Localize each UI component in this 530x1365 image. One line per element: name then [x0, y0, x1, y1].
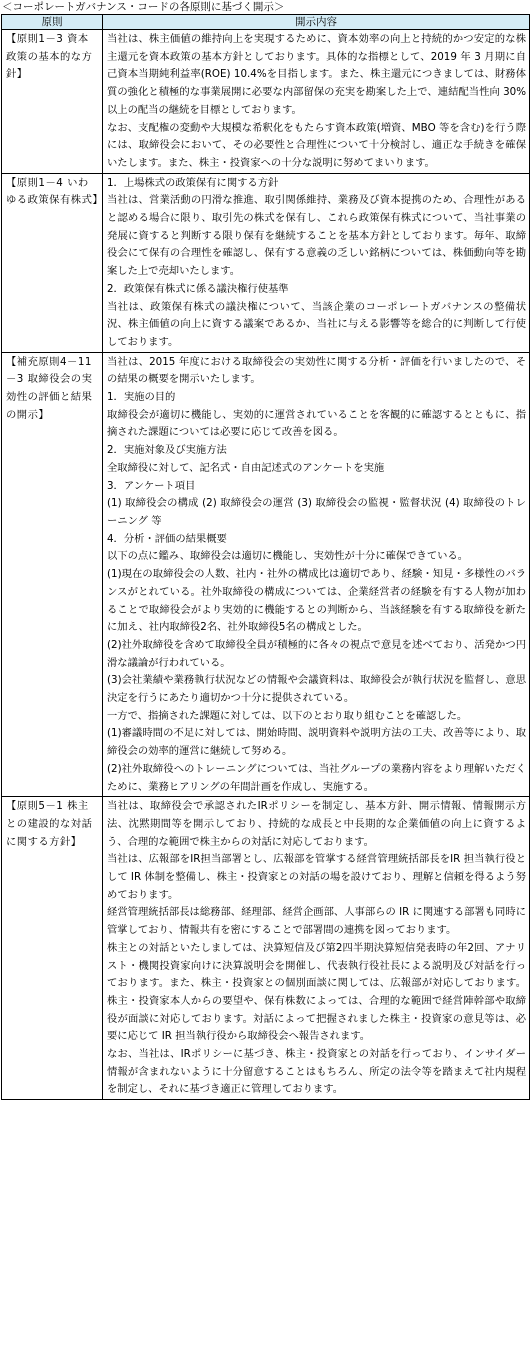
- content-paragraph: 当社は、営業活動の円滑な推進、取引関係維持、業務及び資本提携のため、合理性があると認める場合に限り、取引先の株式を保有し、これら政策保有株式について、当社事業の発展に資すると判断する限り保有を継続することを基本方針としております。毎年、取締役会にて保有の合理性を確認し、保有する意義の乏しい銘柄については、株価動向等を勘案した上で売却いたします。: [107, 194, 526, 278]
- table-row: [2, 173, 530, 352]
- document-caption: ＜コーポレートガバナンス・コードの各原則に基づく開示＞: [2, 1, 285, 13]
- content-cell: [103, 173, 530, 352]
- principle-cell: 【原則1－4 いわゆる政策保有株式】: [2, 173, 103, 352]
- table-row: [2, 30, 530, 174]
- content-paragraph: 当社は、政策保有株式の議決権について、当該企業のコーポレートガバナンスの整備状況、株主価値の向上に資する議案であるか、当社に与える影響等を総合的に判断して行使しております。: [107, 300, 526, 348]
- content-cell: [103, 352, 530, 797]
- header-content: 開示内容: [103, 15, 530, 30]
- content-paragraph: 取締役会が適切に機能し、実効的に運営されていることを客観的に確認するとともに、指摘された課題については必要に応じて改善を図る。: [107, 408, 526, 439]
- content-paragraph: 以下の点に鑑み、取締役会は適切に機能し、実効性が十分に確保できている。: [107, 550, 469, 563]
- content-paragraph: 一方で、指摘された課題に対しては、以下のとおり取り組むことを確認した。: [107, 709, 468, 722]
- content-paragraph: 全取締役に対して、記名式・自由記述式のアンケートを実施: [107, 461, 385, 474]
- content-heading: 2．実施対象及び実施方法: [107, 444, 227, 457]
- table-header-row: [2, 15, 530, 30]
- content-paragraph: 当社は、取締役会で承認されたIRポリシーを制定し、基本方針、開示情報、情報開示方法、沈黙期間等を開示しており、持続的な成長と中長期的な企業価値の向上に資するよう、合理的な範囲で株主からの対話に対応しております。: [107, 800, 526, 848]
- disclosure-table: [1, 14, 530, 1100]
- content-cell: [103, 30, 530, 174]
- content-paragraph: なお、当社は、IRポリシーに基づき、株主・投資家との対話を行っており、インサイダー情報が含まれないように十分留意することはもちろん、所定の法令等を踏まえて社内規程を制定し、それに基づき適正に管理しております。: [107, 1048, 526, 1096]
- table-row: [2, 352, 530, 797]
- content-paragraph: 経営管理統括部長は総務部、経理部、経営企画部、人事部らの IR に関連する部署も同時に管掌しており、情報共有を密にすることで部署間の連携を図っております。: [107, 906, 526, 937]
- content-paragraph: (1) 取締役会の構成 (2) 取締役会の運営 (3) 取締役会の監視・監督状況 (4) 取締役のトレーニング 等: [107, 497, 526, 527]
- content-heading: 4．分析・評価の結果概要: [107, 532, 227, 545]
- content-paragraph: (2)社外取締役へのトレーニングについては、当社グループの業務内容をより理解いただくために、業務ヒアリングの年間計画を作成し、実施する。: [107, 762, 526, 793]
- content-heading: 1．実施の目的: [107, 391, 176, 404]
- content-heading: 3．アンケート項目: [107, 479, 196, 492]
- content-heading: 1．上場株式の政策保有に関する方針: [107, 176, 279, 189]
- content-paragraph: 当社は、2015 年度における取締役会の実効性に関する分析・評価を行いましたので、その結果の概要を開示いたします。: [107, 355, 526, 386]
- content-paragraph: (2)社外取締役を含めて取締役全員が積極的に各々の視点で意見を述べており、活発かつ円滑な議論が行われている。: [107, 638, 526, 669]
- content-paragraph: (1)審議時間の不足に対しては、開始時間、説明資料や説明方法の工夫、改善等により、取締役会の効率的運営に継続して努める。: [107, 727, 526, 758]
- table-row: [2, 797, 530, 1100]
- principle-cell: 【補充原則4－11－3 取締役会の実効性の評価と結果の開示】: [2, 352, 103, 797]
- content-cell: [103, 797, 530, 1100]
- content-paragraph: 当社は、広報部をIR担当部署とし、広報部を管掌する経営管理統括部長をIR 担当執行役として IR 体制を整備し、株主・投資家との対話の場を設けており、理解と信頼を得るよう努めております。: [107, 853, 526, 901]
- content-heading: 2．政策保有株式に係る議決権行使基準: [107, 282, 289, 295]
- content-paragraph: (1)現在の取締役会の人数、社内・社外の構成比は適切であり、経験・知見・多様性のバランスがとれている。社外取締役の構成については、企業経営者の経験を有する人物が加わることで取締役会がより実効的に機能するとの判断から、当該経験を有する取締役を新たに加え、社内取締役2名、社外取締役5名の構成とした。: [107, 568, 526, 634]
- header-principle: 原則: [2, 15, 103, 30]
- content-paragraph: 株主との対話といたしましては、決算短信及び第2四半期決算短信発表時の年2回、アナリスト・機関投資家向けに決算説明会を開催し、代表執行役社長による説明及び対話を行っております。また、株主・投資家との個別面談に関しては、広報部が対応しております。株主・投資家本人からの要望や、保有株数によっては、合理的な範囲で経営陣幹部や取締役が面談に対応しております。対話によって把握されました株主・投資家の意見等は、必要に応じて IR 担当執行役から取締役会へ報告されます。: [107, 941, 526, 1043]
- content-paragraph: (3)会社業績や業務執行状況などの情報や会議資料は、取締役会が執行状況を監督し、意思決定を行うにあたり適切かつ十分に提供されている。: [107, 674, 526, 705]
- principle-cell: 【原則5－1 株主との建設的な対話に関する方針】: [2, 797, 103, 1100]
- content-paragraph: なお、支配権の変動や大規模な希釈化をもたらす資本政策(増資、MBO 等を含む)を行う際には、取締役会において、その必要性と合理性について十分検討し、適正な手続きを確保いたします。また、株主・投資家への十分な説明に努めてまいります。: [107, 121, 526, 169]
- content-paragraph: 当社は、株主価値の維持向上を実現するために、資本効率の向上と持続的かつ安定的な株主還元を資本政策の基本方針としております。具体的な指標として、2019 年 3 月期に自己資本当期純利益率(ROE) 10.4%を目指します。また、株主還元につきましては、財務体質の強化と積極的な事業展開に必要な内部留保の充実を勘案した上で、連結配当性向 30%以上の配当の継続を目標としております。: [107, 33, 526, 116]
- principle-cell: 【原則1－3 資本政策の基本的な方針】: [2, 30, 103, 174]
